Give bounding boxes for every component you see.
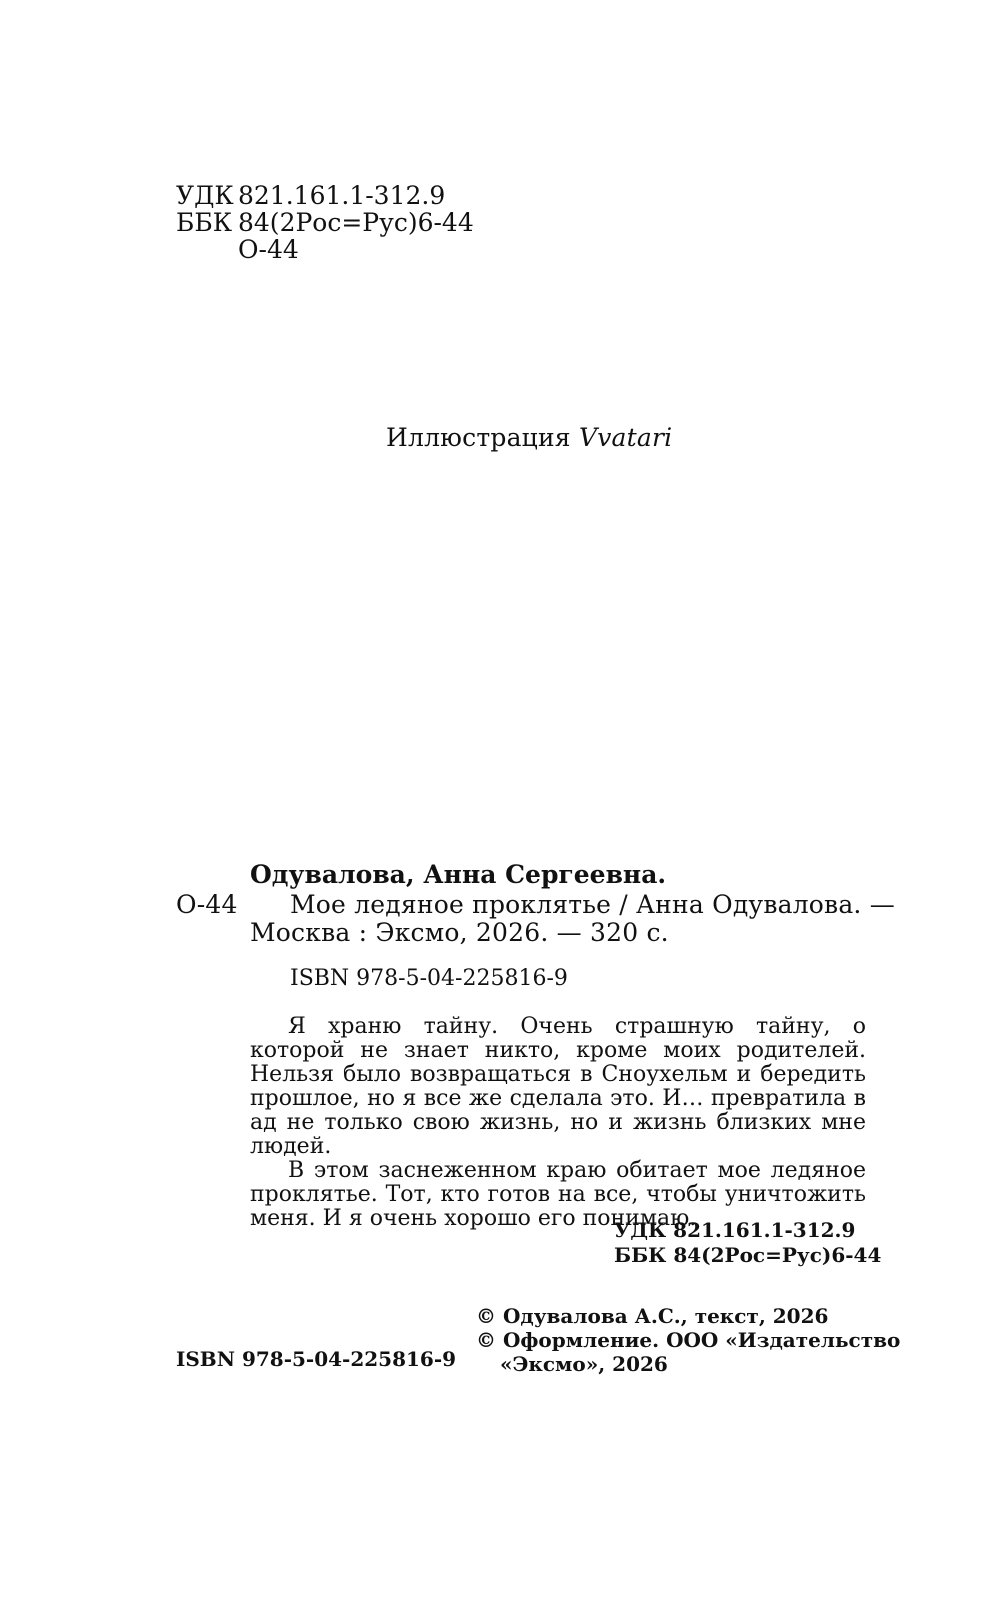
copyright-design-line-1: © Оформление. ООО «Издательство [476, 1328, 901, 1352]
udk-label: УДК [176, 181, 234, 210]
annotation-paragraph-2: В этом заснеженном краю обитает мое ледяное проклятье. Тот, кто готов на все, чтобы уничтожить меня. И я очень хорошо его понимаю. [250, 1158, 866, 1231]
book-title-line: Мое ледяное проклятье / Анна Одувалова. — [290, 890, 895, 919]
record-isbn: ISBN 978-5-04-225816-9 [290, 966, 568, 991]
bbk-label: ББК [176, 208, 233, 237]
author-mark-record: О-44 [176, 890, 238, 919]
annotation-paragraph-1: Я храню тайну. Очень страшную тайну, о которой не знает никто, кроме моих родителей. Нельзя было возвращаться в Сноухельм и бередить прошлое, но я все же сделала это. И… превратила в ад не только свою жизнь, но и жизнь близких мне людей. [250, 1014, 866, 1159]
bbk-bottom: ББК 84(2Рос=Рус)6-44 [614, 1243, 882, 1267]
udk-bottom: УДК 821.161.1-312.9 [614, 1218, 856, 1242]
bbk-value: 84(2Рос=Рус)6-44 [238, 208, 474, 237]
udk-row [176, 181, 445, 210]
illustration-artist: Vvatari [578, 423, 673, 452]
author-mark-top: О-44 [238, 235, 299, 264]
copyright-design-line-2: «Эксмо», 2026 [500, 1352, 668, 1376]
copyright-text: © Одувалова А.С., текст, 2026 [476, 1304, 829, 1328]
udk-value: 821.161.1-312.9 [238, 181, 446, 210]
illustration-credit [386, 423, 672, 452]
author-heading: Одувалова, Анна Сергеевна. [250, 860, 667, 889]
illustration-prefix: Иллюстрация [386, 423, 571, 452]
footer-isbn: ISBN 978-5-04-225816-9 [176, 1347, 457, 1371]
bbk-row [176, 208, 474, 237]
imprint-line: Москва : Эксмо, 2026. — 320 с. [250, 918, 669, 947]
annotation [250, 1015, 866, 1231]
